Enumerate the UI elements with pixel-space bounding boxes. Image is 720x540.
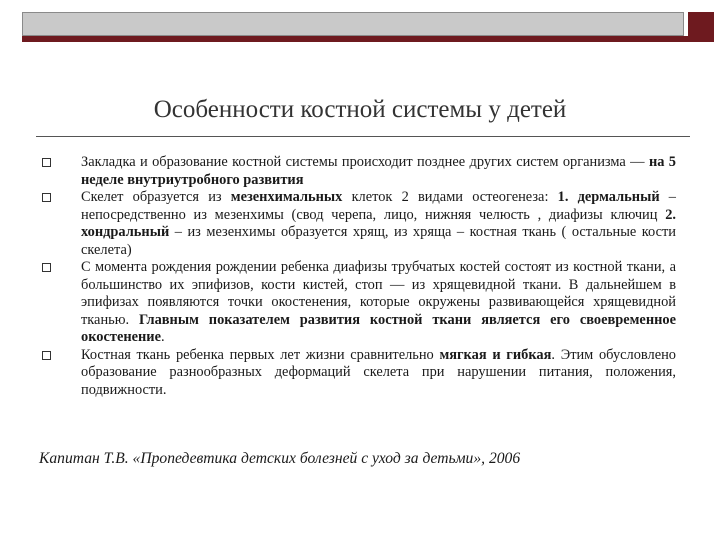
- citation: Капитан Т.В. «Пропедевтика детских болезней с уход за детьми», 2006: [39, 450, 521, 467]
- bold-text: 2. хондральный: [81, 206, 676, 240]
- square-bullet-icon: [42, 351, 51, 360]
- text: Костная ткань ребенка первых лет жизни сравнительно: [81, 346, 440, 363]
- text: .: [161, 329, 165, 345]
- bullet-list: [40, 154, 676, 399]
- bullet-item: [40, 259, 676, 347]
- text: – из мезенхимы образуется хрящ, из хряща – костная ткань ( остальные кости скелета): [81, 224, 676, 258]
- text: клеток 2 видами остеогенеза:: [342, 189, 558, 205]
- bold-text: Главным показателем развития костной ткани является его своевременное окостенение: [81, 311, 676, 345]
- header-red-square: [688, 12, 714, 36]
- text: С момента рождения рождении ребенка диафизы трубчатых костей состоят из костной ткани, а большинство их эпифизов, кости кистей, стоп — из хрящевидной ткани. В дальнейшем в эпифизах появляются точки окостенения, которые окружены развивающейся хрящевидной тканью.: [81, 259, 676, 328]
- slide-title: Особенности костной системы у детей: [153, 96, 567, 123]
- bold-text: мезенхимальных: [230, 189, 343, 205]
- bullet-item: [40, 154, 676, 189]
- square-bullet-icon: [42, 158, 51, 167]
- text: Скелет образуется из: [81, 189, 231, 205]
- square-bullet-icon: [42, 263, 51, 272]
- bold-text: мягкая и гибкая: [439, 346, 552, 363]
- bullet-item: [40, 189, 676, 259]
- title-divider: [36, 136, 690, 137]
- bold-text: 1. дермальный: [557, 189, 660, 205]
- text: Закладка и образование костной системы происходит позднее других систем организма —: [81, 154, 649, 170]
- bullet-item: [40, 347, 676, 400]
- header-gray-bar: [22, 12, 684, 36]
- header-red-bar: [22, 36, 714, 42]
- text: . Этим обусловлено образование разнообразных деформаций скелета при нарушении питания, положения, подвижности.: [81, 346, 676, 398]
- header-decoration: [22, 12, 714, 42]
- text: – непосредственно из мезенхимы (свод черепа, лицо, нижняя челюсть , диафизы ключиц: [81, 189, 676, 223]
- square-bullet-icon: [42, 193, 51, 202]
- bold-text: на 5 неделе внутриутробного развития: [81, 154, 676, 188]
